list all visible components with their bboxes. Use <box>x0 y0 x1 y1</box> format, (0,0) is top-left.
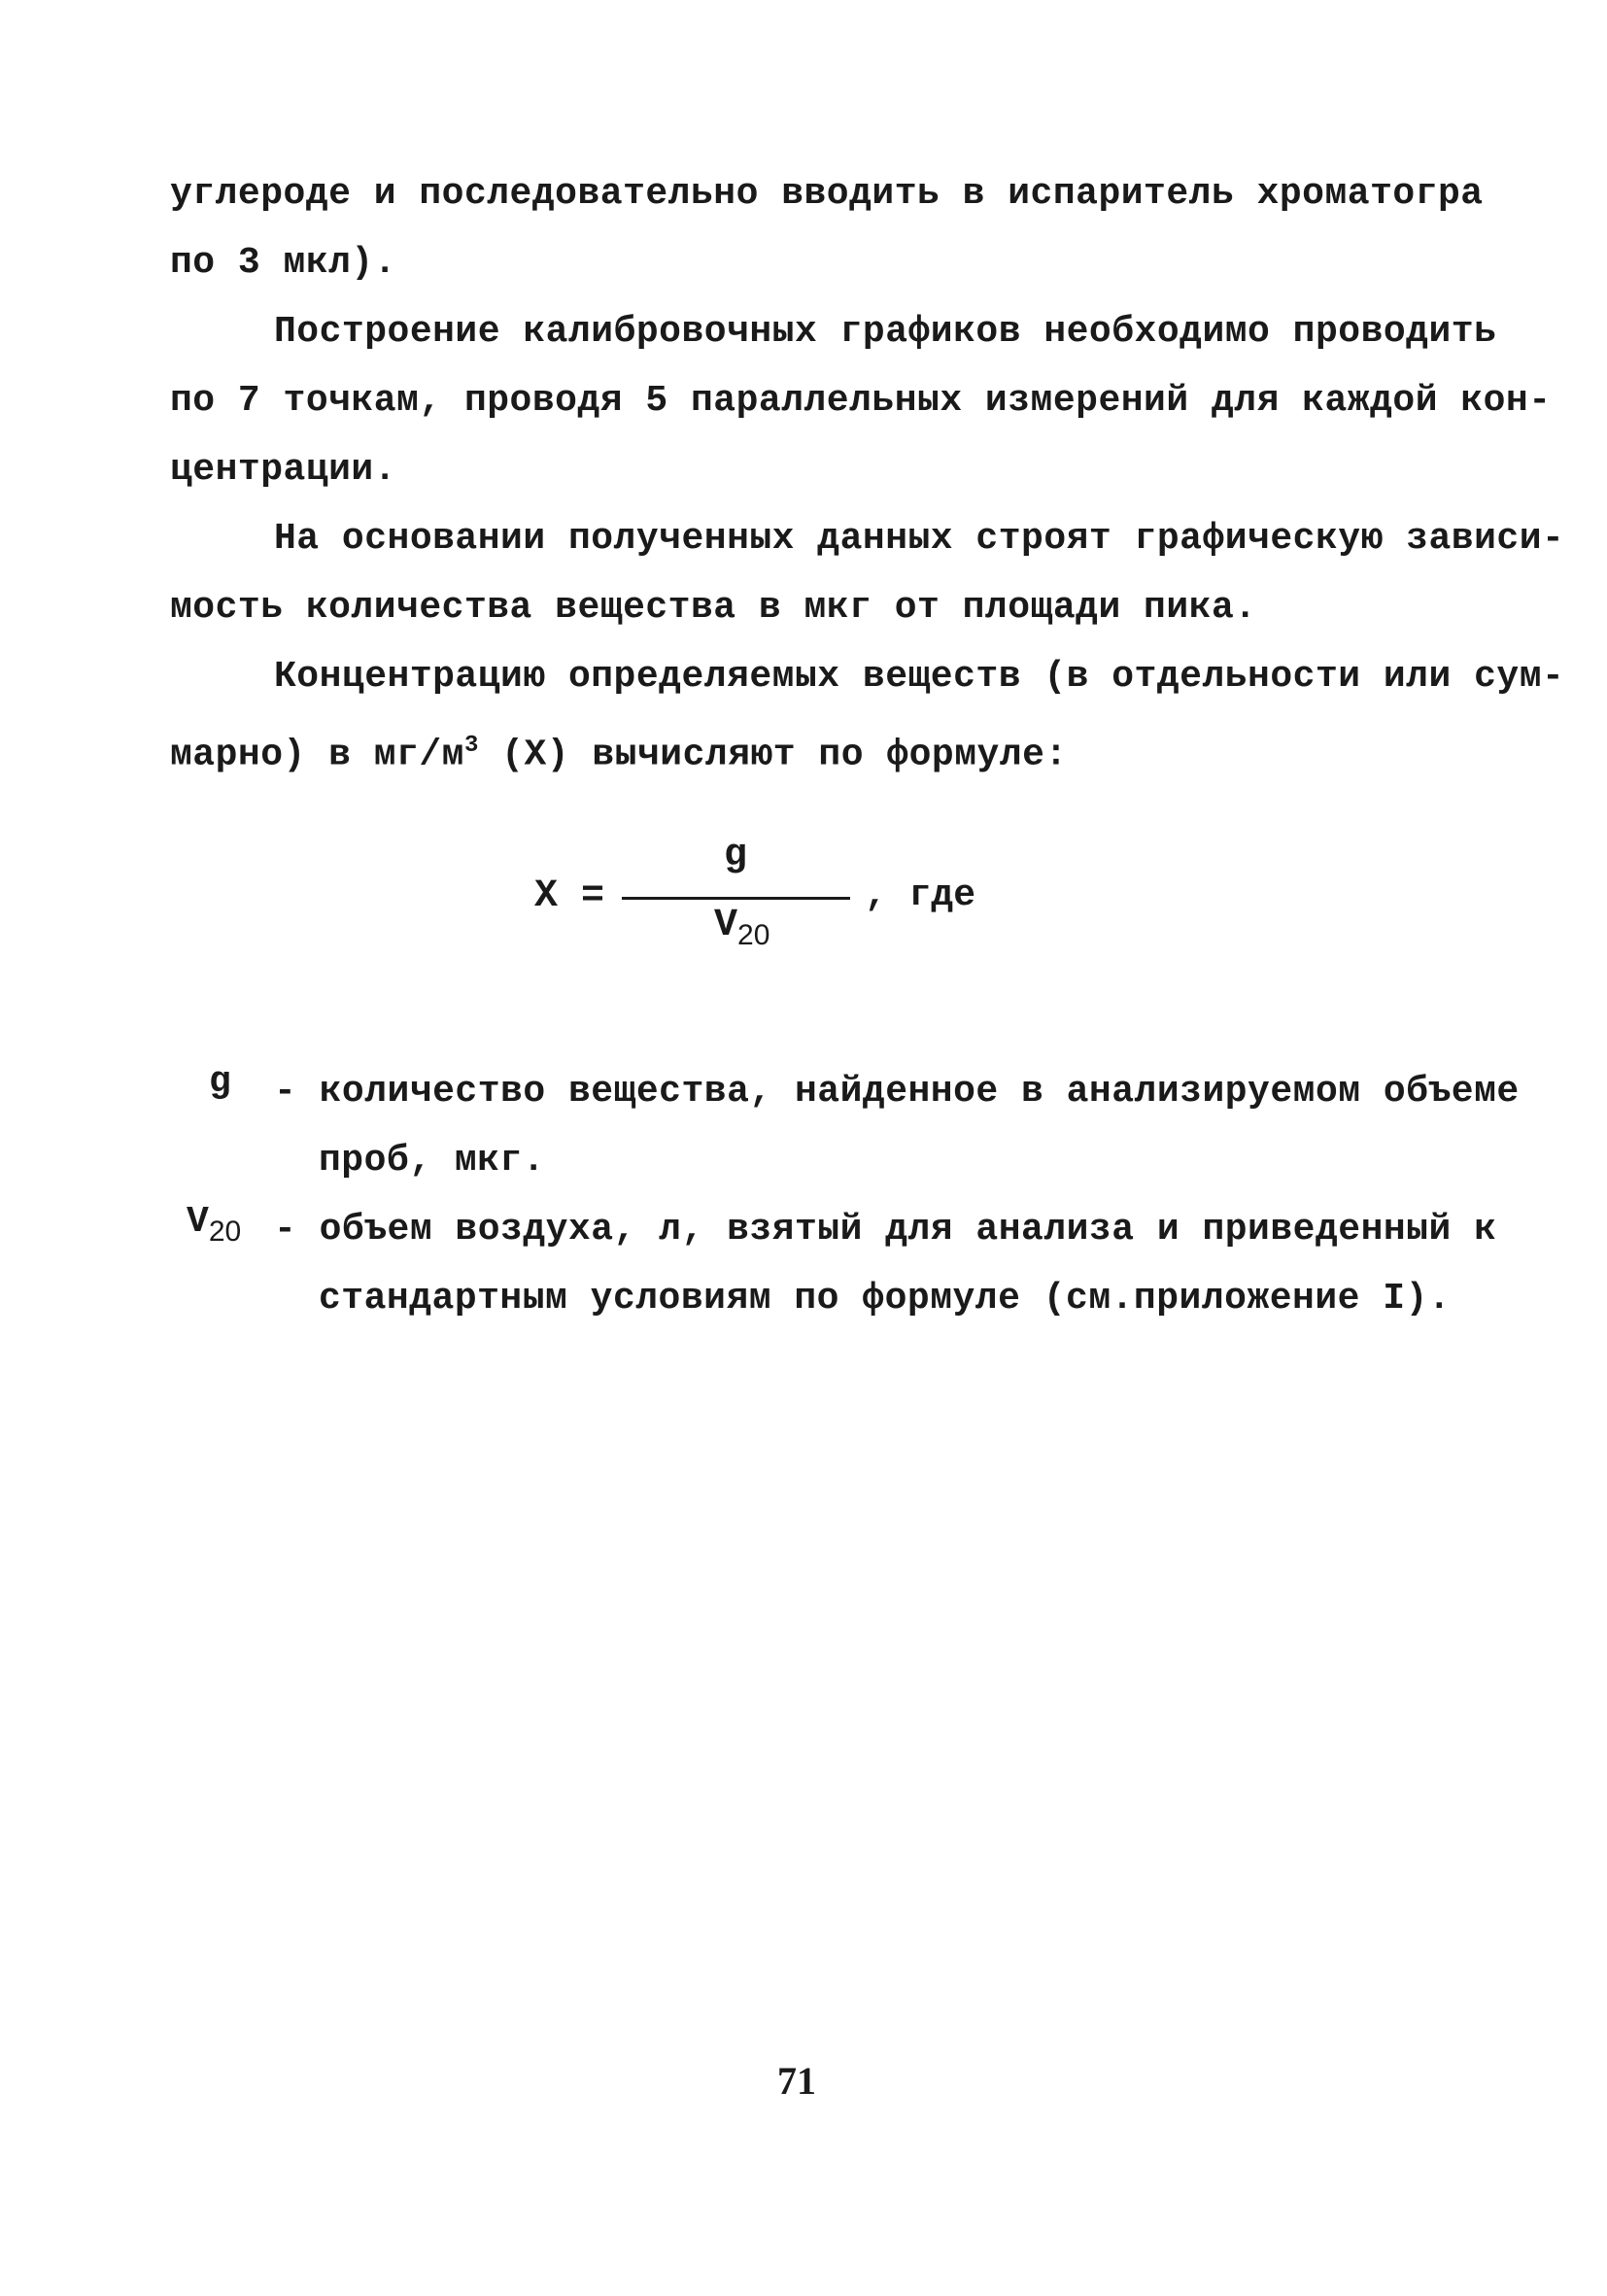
paragraph-2-line-2: по 7 точкам, проводя 5 параллельных измерений для каждой кон- <box>170 380 1552 422</box>
definition-1-line-1: - количество вещества, найденное в анализируемом объеме <box>274 1071 1520 1113</box>
page-number: 71 <box>777 2059 816 2103</box>
definition-2-line-2: стандартным условиям по формуле (см.приложение I). <box>319 1278 1452 1319</box>
paragraph-2-line-1: Построение калибровочных графиков необходимо проводить <box>274 311 1497 353</box>
paragraph-4-line-1: Концентрацию определяемых веществ (в отдельности или сум- <box>274 656 1565 698</box>
paragraph-3-line-1: На основании полученных данных строят графическую зависи- <box>274 518 1565 560</box>
definition-1-line-2: проб, мкг. <box>319 1140 546 1182</box>
paragraph-4-line-2 <box>170 725 1068 777</box>
paragraph-3-line-2: мость количества вещества в мкг от площади пика. <box>170 587 1257 629</box>
paragraph-4-line-2-pre: марно) в мг/м <box>170 734 464 776</box>
formula <box>534 836 1040 962</box>
definition-2-symbol-sub: 20 <box>208 1216 242 1248</box>
formula-where: , где <box>865 874 976 916</box>
superscript-3: 3 <box>463 733 479 759</box>
paragraph-1-line-2: по 3 мкл). <box>170 242 397 284</box>
formula-denominator <box>714 904 769 952</box>
formula-denominator-sub: 20 <box>737 919 770 951</box>
paragraph-4-line-2-post: (X) вычисляют по формуле: <box>478 734 1068 776</box>
formula-lhs: X = <box>534 874 605 918</box>
definition-2-symbol <box>187 1201 241 1249</box>
definition-2-symbol-base: V <box>187 1201 209 1243</box>
definition-2-line-1: - объем воздуха, л, взятый для анализа и приведенный к <box>274 1209 1497 1251</box>
paragraph-1-line-1: углероде и последовательно вводить в испаритель хроматогра <box>170 173 1484 215</box>
fraction-bar <box>622 897 850 900</box>
formula-denominator-base: V <box>714 904 738 947</box>
formula-numerator: g <box>724 834 748 877</box>
definition-1-symbol: g <box>209 1061 231 1103</box>
paragraph-2-line-3: центрации. <box>170 449 397 491</box>
